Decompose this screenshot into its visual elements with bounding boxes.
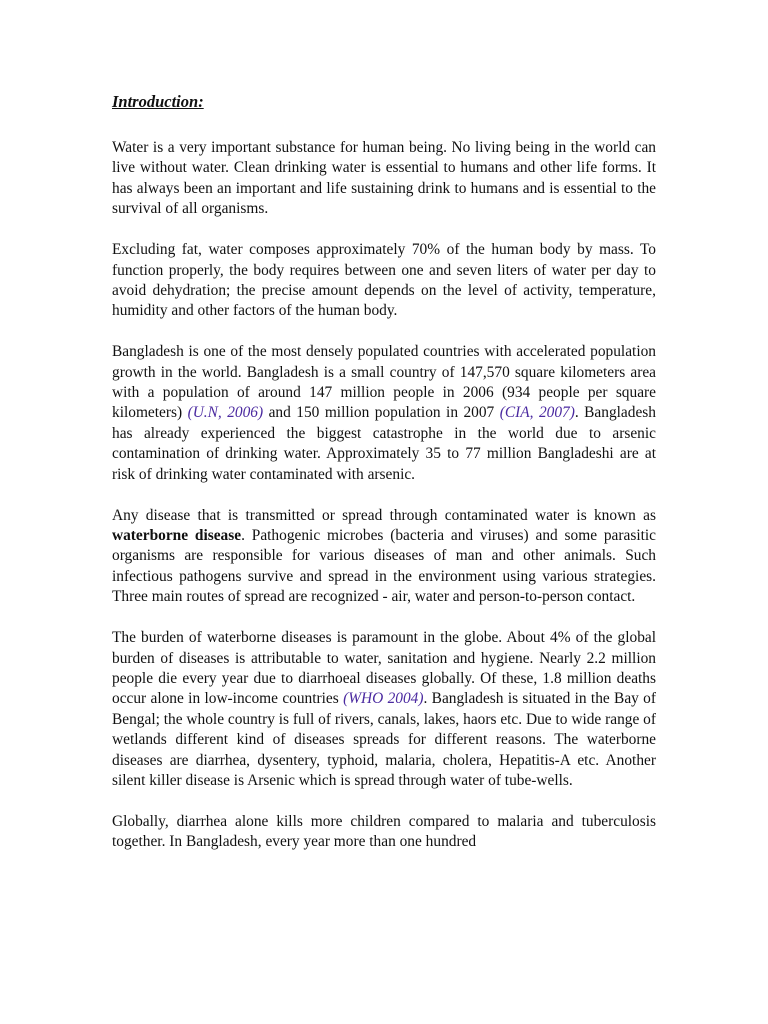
citation-un-2006: (U.N, 2006) [187, 404, 264, 422]
paragraph-bangladesh-population [112, 342, 656, 485]
text-run: Bangladesh is one of the most densely populated countries with accelerated population growth in the world. Bangladesh is a small country of 147,570 square kilometers area with a population of around 147 million people in 2006 (934 people per square kilometers) [112, 343, 656, 422]
term-waterborne-disease: waterborne disease [112, 527, 242, 544]
paragraph-body-water: Excluding fat, water composes approximately 70% of the human body by mass. To function properly, the body requires between one and seven liters of water per day to avoid dehydration; the precise amount depends on the level of activity, temperature, humidity and other factors of the human body. [112, 241, 656, 320]
paragraph-diarrhea-children: Globally, diarrhea alone kills more children compared to malaria and tuberculosis together. In Bangladesh, every year more than one hundred [112, 812, 656, 851]
text-run: . Pathogenic microbes (bacteria and viruses) and some parasitic organisms are responsible for various diseases of man and other animals. Such infectious pathogens survive and spread in the environment using various strategies. Three main routes of spread are recognized - air, water and person-to-person contact. [112, 527, 656, 606]
citation-who-2004: (WHO 2004) [343, 690, 424, 708]
document-page [112, 88, 656, 873]
text-run: The burden of waterborne diseases is paramount in the globe. About 4% of the global burden of diseases is attributable to water, sanitation and hygiene. Nearly 2.2 million people die every year due to diarrhoeal diseases globally. Of these, 1.8 million deaths occur alone in low-income countries [112, 629, 656, 708]
paragraph-disease-burden [112, 628, 656, 791]
citation-cia-2007: (CIA, 2007) [499, 404, 575, 422]
paragraph-water-importance: Water is a very important substance for human being. No living being in the world can live without water. Clean drinking water is essential to humans and other life forms. It has always been an important and life sustaining drink to humans and is essential to the survival of all organisms. [112, 139, 656, 218]
section-heading: Introduction: [112, 92, 204, 111]
text-run: . Bangladesh is situated in the Bay of Bengal; the whole country is full of rivers, canals, lakes, haors etc. Due to wide range of wetlands different kind of diseases spreads for different reasons. The waterborne diseases are diarrhea, dysentery, typhoid, malaria, cholera, Hepatitis-A etc. Another silent killer disease is Arsenic which is spread through water of tube-wells. [112, 690, 656, 789]
text-run: and 150 million population in 2007 [263, 404, 500, 422]
text-run: . Bangladesh has already experienced the biggest catastrophe in the world due to arsenic contamination of drinking water. Approximately 35 to 77 million Bangladeshi are at risk of drinking water contaminated with arsenic. [112, 404, 656, 483]
paragraph-waterborne-disease [112, 506, 656, 608]
text-run: Any disease that is transmitted or spread through contaminated water is known as [112, 506, 656, 524]
